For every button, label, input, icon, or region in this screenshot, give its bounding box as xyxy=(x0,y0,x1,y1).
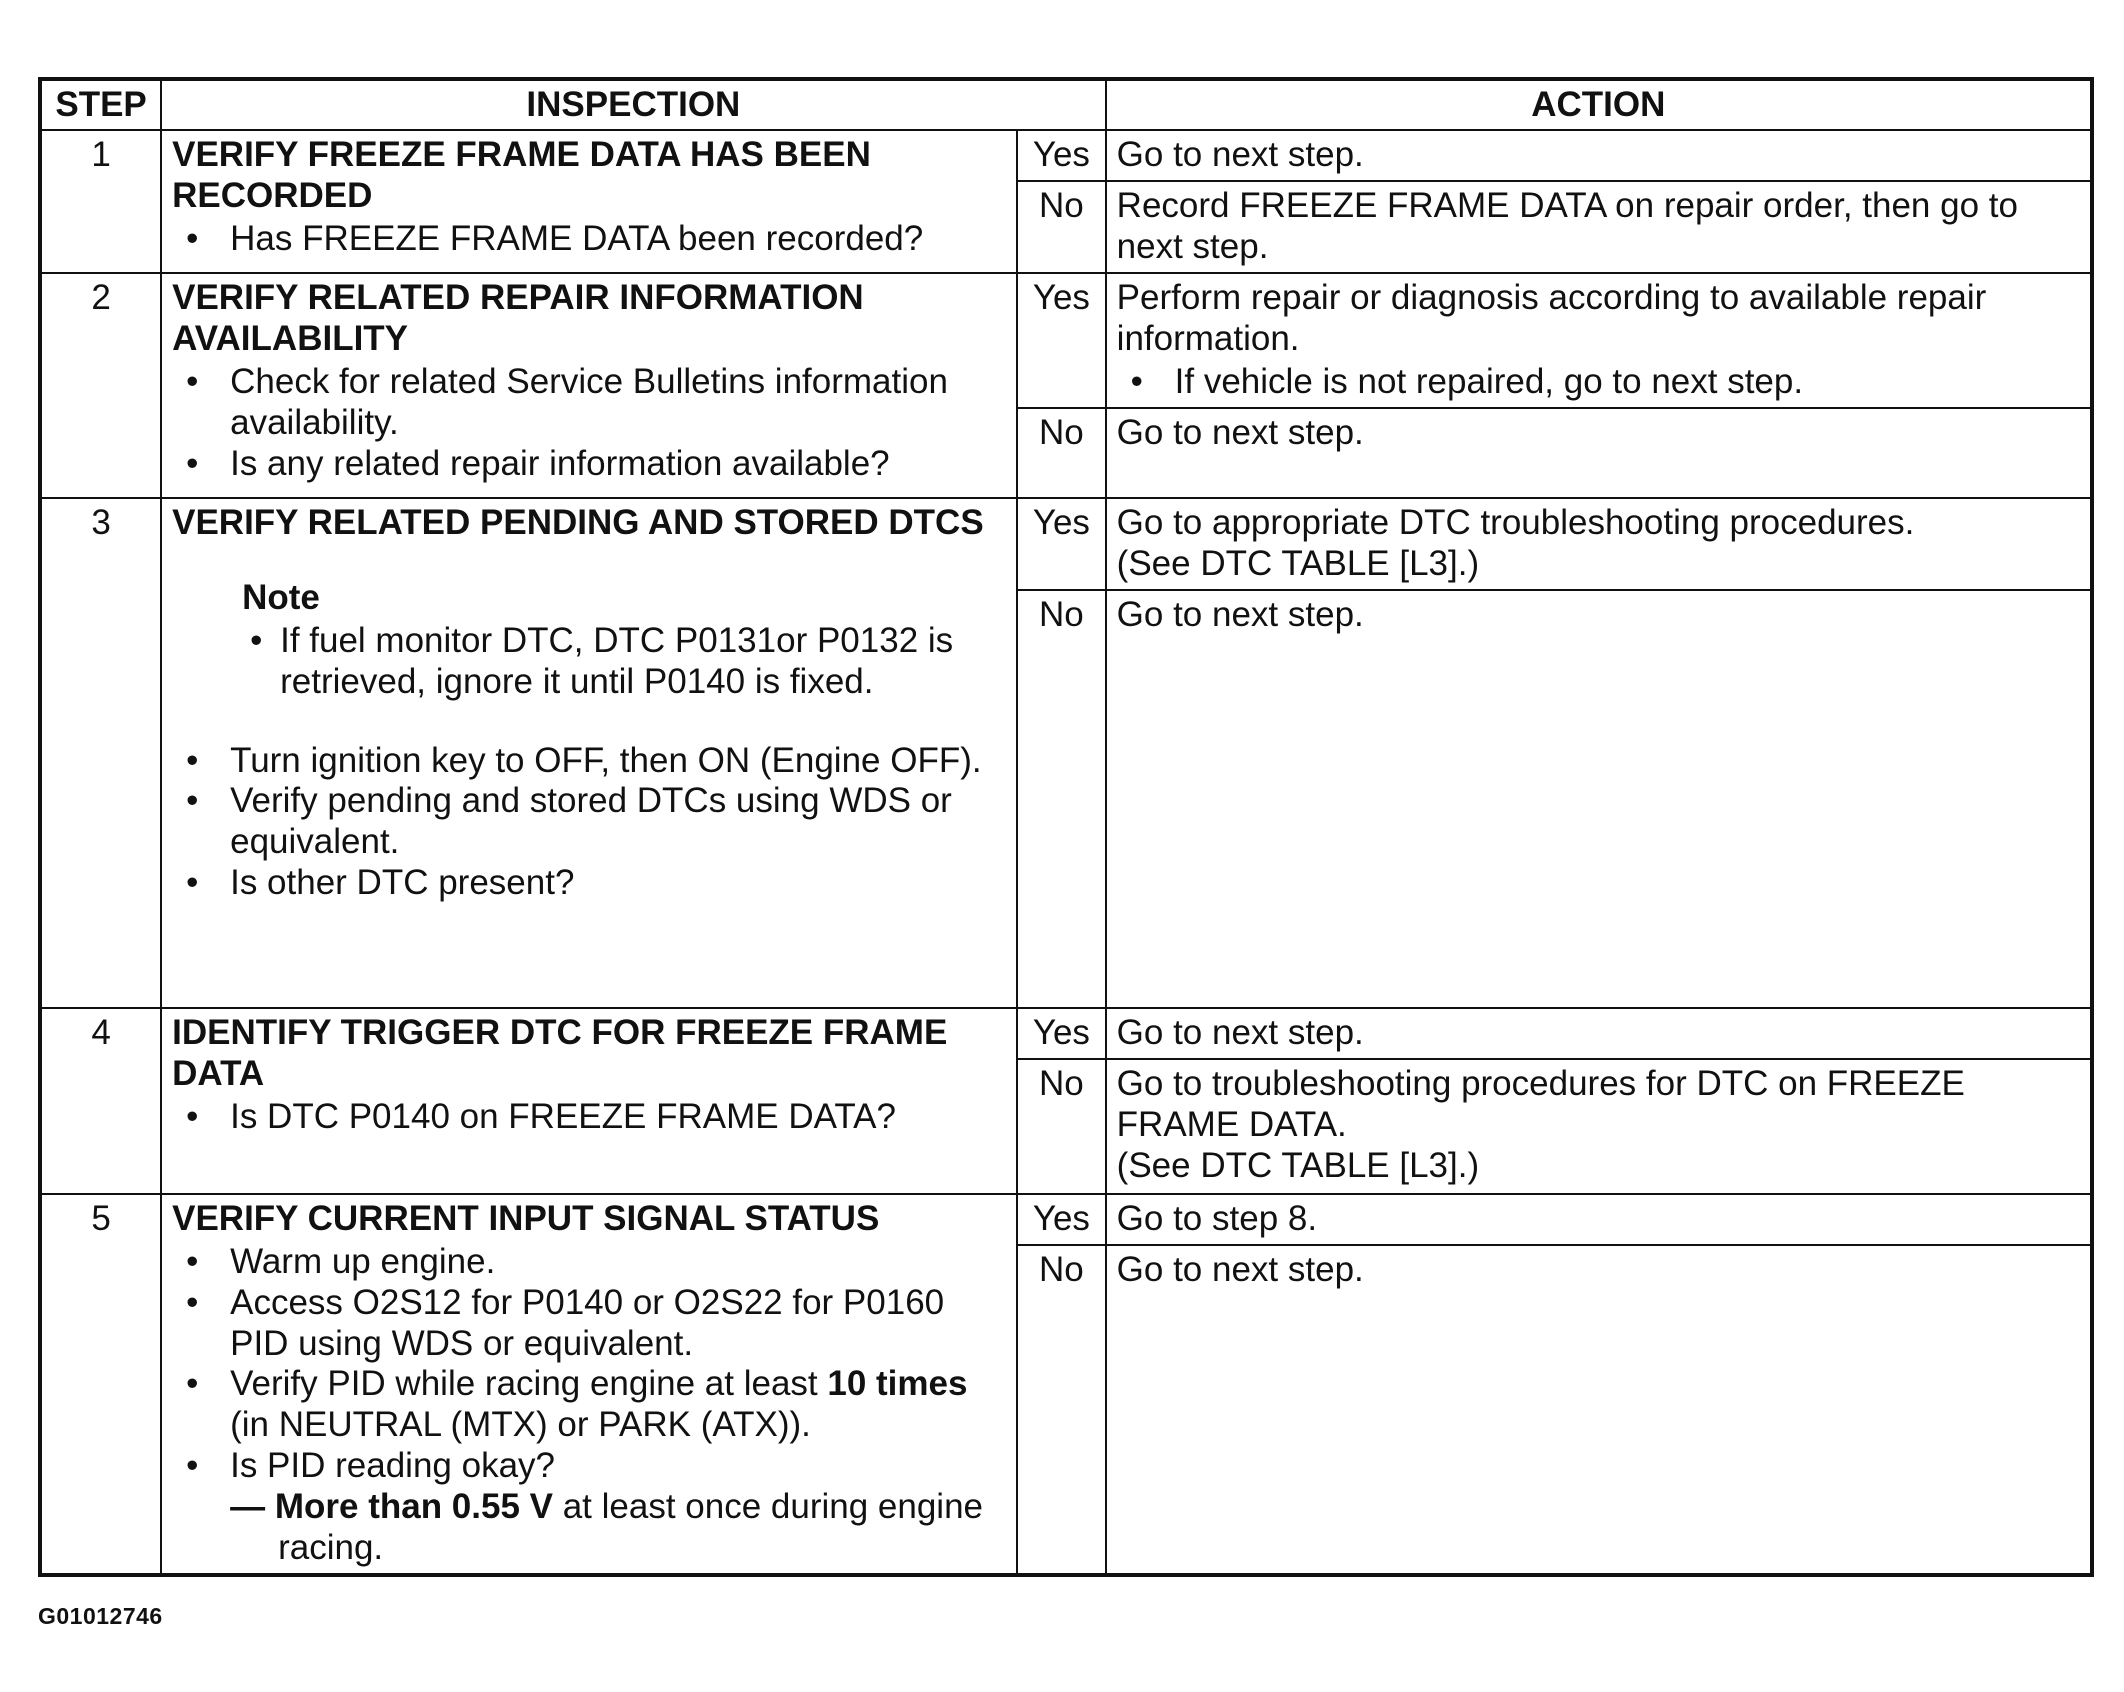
step-number: 5 xyxy=(40,1194,161,1575)
step-number: 1 xyxy=(40,130,161,273)
bullet-text: Verify PID while racing engine at least xyxy=(230,1364,828,1404)
yes-action: Go to step 8. xyxy=(1106,1194,2092,1245)
yes-label: Yes xyxy=(1017,273,1106,408)
list-item: • Is any related repair information available? xyxy=(230,444,1006,485)
yes-action: Perform repair or diagnosis according to available repair information. xyxy=(1116,277,1987,358)
step-heading: VERIFY RELATED REPAIR INFORMATION AVAILABILITY xyxy=(172,277,864,358)
criterion-bold-text: More than 0.55 V xyxy=(274,1487,553,1527)
inspection-bullets xyxy=(172,219,1006,260)
table-header-row xyxy=(40,79,2092,130)
yes-action: Go to next step. xyxy=(1106,130,2092,181)
inspection-cell xyxy=(161,130,1017,273)
list-item: • Is other DTC present? xyxy=(230,863,1006,904)
yes-action-reference: (See DTC TABLE [L3].) xyxy=(1116,543,1480,583)
list-item: • Warm up engine. xyxy=(230,1242,1006,1283)
yes-action: Go to next step. xyxy=(1106,1008,2092,1059)
diagnostic-procedure-table xyxy=(38,77,2094,1577)
bullet-text: • Is PID reading okay? xyxy=(230,1446,556,1486)
note-block xyxy=(242,578,1006,703)
inspection-cell xyxy=(161,498,1017,1008)
figure-id: G01012746 xyxy=(38,1603,163,1629)
no-label: No xyxy=(1017,1059,1106,1194)
list-item xyxy=(230,1446,1006,1569)
header-inspection: INSPECTION xyxy=(161,79,1106,130)
no-action-reference: (See DTC TABLE [L3].) xyxy=(1116,1145,1480,1185)
yes-label: Yes xyxy=(1017,130,1106,181)
table-row xyxy=(40,1194,2092,1245)
step-heading: VERIFY CURRENT INPUT SIGNAL STATUS xyxy=(172,1198,880,1238)
criterion-text: at least once during engine racing. xyxy=(278,1487,984,1568)
no-action: Go to troubleshooting procedures for DTC on FREEZE FRAME DATA. xyxy=(1116,1063,1965,1144)
table-row xyxy=(40,130,2092,181)
table-row xyxy=(40,273,2092,408)
yes-action-cell xyxy=(1106,498,2092,590)
no-action-cell xyxy=(1106,1059,2092,1194)
list-item: • Has FREEZE FRAME DATA been recorded? xyxy=(230,219,1006,260)
yes-label: Yes xyxy=(1017,1008,1106,1059)
list-item xyxy=(230,1364,1006,1446)
dash-glyph: — xyxy=(230,1487,266,1527)
inspection-bullets xyxy=(172,741,1006,905)
inspection-cell xyxy=(161,273,1017,498)
inspection-bullets xyxy=(172,1242,1006,1570)
action-bullets xyxy=(1117,362,2080,403)
no-label: No xyxy=(1017,408,1106,498)
yes-action-cell xyxy=(1106,273,2092,408)
yes-label: Yes xyxy=(1017,1194,1106,1245)
step-number: 2 xyxy=(40,273,161,498)
step-number: 4 xyxy=(40,1008,161,1194)
header-action: ACTION xyxy=(1106,79,2092,130)
step-number: 3 xyxy=(40,498,161,1008)
yes-action: Go to appropriate DTC troubleshooting procedures. xyxy=(1116,502,1915,542)
no-label: No xyxy=(1017,590,1106,1008)
note-bullets xyxy=(242,621,1006,703)
no-label: No xyxy=(1017,181,1106,273)
no-label: No xyxy=(1017,1245,1106,1575)
inspection-cell xyxy=(161,1194,1017,1575)
list-item: • Verify pending and stored DTCs using WDS or equivalent. xyxy=(230,781,1006,863)
yes-label: Yes xyxy=(1017,498,1106,590)
list-item: • Check for related Service Bulletins information availability. xyxy=(230,362,1006,444)
list-item: • Turn ignition key to OFF, then ON (Engine OFF). xyxy=(230,741,1006,782)
header-step: STEP xyxy=(40,79,161,130)
step-heading: VERIFY FREEZE FRAME DATA HAS BEEN RECORDED xyxy=(172,135,871,215)
list-item: • Is DTC P0140 on FREEZE FRAME DATA? xyxy=(230,1097,1006,1138)
bullet-bold-text: 10 times xyxy=(827,1364,968,1404)
note-title: Note xyxy=(242,577,320,617)
no-action: Record FREEZE FRAME DATA on repair order, then go to next step. xyxy=(1106,181,2092,273)
list-item: • Access O2S12 for P0140 or O2S22 for P0160 PID using WDS or equivalent. xyxy=(230,1283,1006,1365)
step-heading: IDENTIFY TRIGGER DTC FOR FREEZE FRAME DATA xyxy=(172,1012,948,1093)
list-item: • If fuel monitor DTC, DTC P0131or P0132 is retrieved, ignore it until P0140 is fixed. xyxy=(280,621,1006,703)
bullet-text: (in NEUTRAL (MTX) or PARK (ATX)). xyxy=(230,1405,811,1445)
sub-criterion xyxy=(230,1487,1006,1569)
no-action: Go to next step. xyxy=(1106,408,2092,498)
step-heading: VERIFY RELATED PENDING AND STORED DTCS xyxy=(172,502,984,542)
no-action: Go to next step. xyxy=(1106,590,2092,1008)
table-row xyxy=(40,498,2092,590)
no-action: Go to next step. xyxy=(1106,1245,2092,1575)
inspection-bullets xyxy=(172,362,1006,485)
list-item: • If vehicle is not repaired, go to next step. xyxy=(1175,362,2080,403)
inspection-cell xyxy=(161,1008,1017,1194)
inspection-bullets xyxy=(172,1097,1006,1138)
table-row xyxy=(40,1008,2092,1059)
